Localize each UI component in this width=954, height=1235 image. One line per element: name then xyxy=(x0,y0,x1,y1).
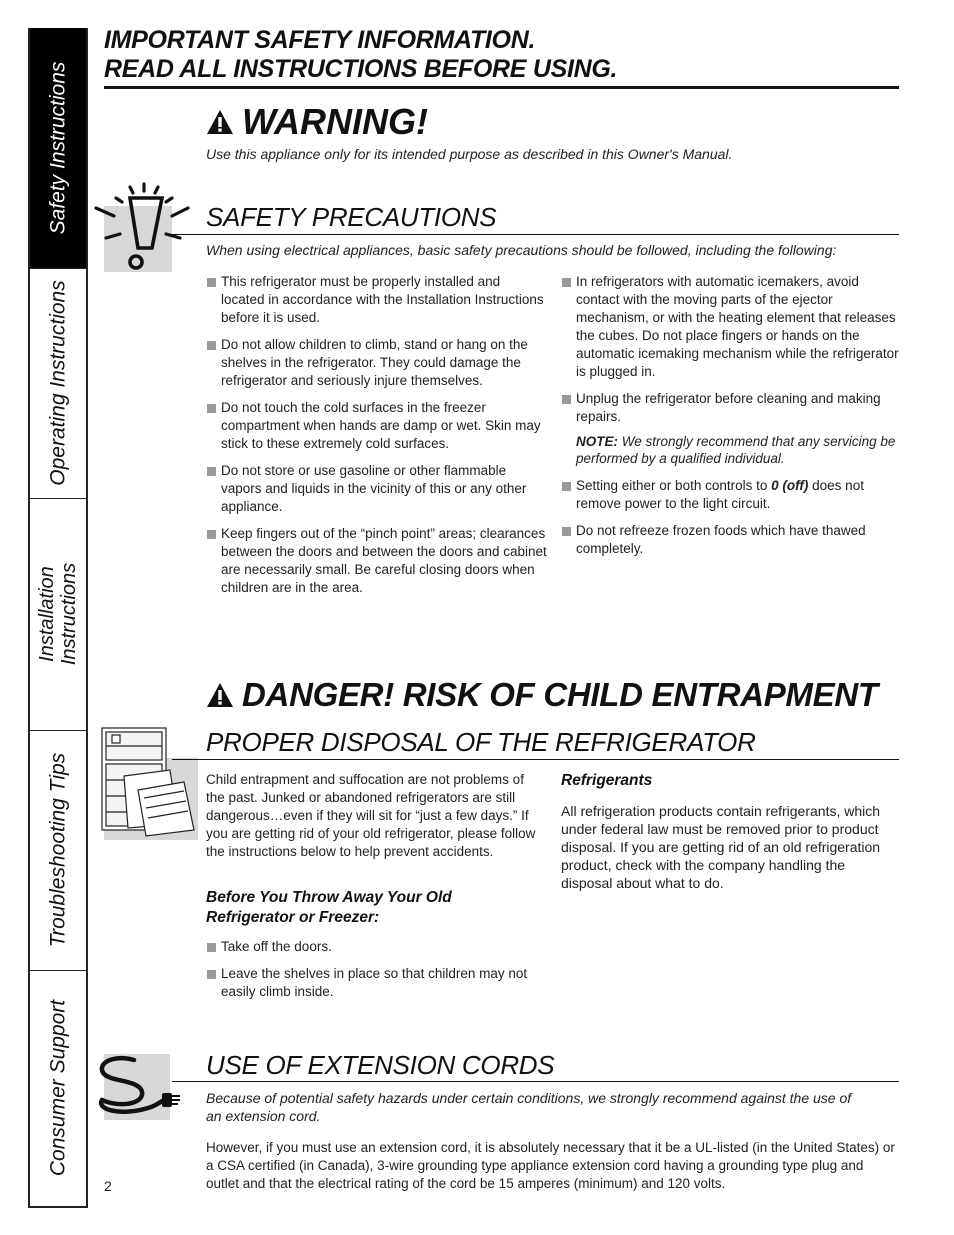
tab-label-line1: Installation xyxy=(36,566,58,662)
page-number: 2 xyxy=(104,1178,112,1194)
header-line-2: READ ALL INSTRUCTIONS BEFORE USING. xyxy=(104,55,618,83)
tab-installation-instructions[interactable] xyxy=(30,498,86,731)
tab-label: Safety Instructions xyxy=(46,61,70,235)
tab-troubleshooting-tips[interactable] xyxy=(30,730,86,971)
bullet xyxy=(562,482,571,491)
tab-label: Troubleshooting Tips xyxy=(46,752,70,948)
warning-heading xyxy=(206,100,428,144)
section-sidebar xyxy=(28,28,88,1208)
bullet xyxy=(207,404,216,413)
list-item xyxy=(562,522,900,558)
safety-precautions-title: SAFETY PRECAUTIONS xyxy=(206,202,497,232)
list-item xyxy=(207,273,547,327)
list-item-text: Leave the shelves in place so that children may not easily climb inside. xyxy=(221,966,528,999)
safety-precautions-intro: When using electrical appliances, basic safety precautions should be followed, including the following: xyxy=(206,242,837,258)
extension-intro: Because of potential safety hazards under certain conditions, we strongly recommend against the use of an extension cord. xyxy=(206,1090,852,1124)
before-title-line2: Refrigerator or Freezer: xyxy=(206,909,380,926)
disposal-title: PROPER DISPOSAL OF THE REFRIGERATOR xyxy=(206,727,756,757)
bullet xyxy=(207,278,216,287)
list-item-text: does not remove power to the light circuit. xyxy=(576,478,864,511)
warning-triangle-icon xyxy=(206,681,234,709)
list-item xyxy=(562,390,900,426)
section-divider xyxy=(172,759,899,760)
list-item xyxy=(207,399,547,453)
list-item xyxy=(207,938,547,956)
refrigerants-body: All refrigeration products contain refrigerants, which under federal law must be removed prior to product disposal. If you are getting rid of an old refrigeration product, check with the company handling the disposal about what to do. xyxy=(561,803,881,891)
list-item-text: Unplug the refrigerator before cleaning and making repairs. xyxy=(576,391,881,424)
list-item-text: Do not refreeze frozen foods which have thawed completely. xyxy=(576,523,866,556)
tab-safety-instructions[interactable] xyxy=(30,28,86,269)
servicing-note xyxy=(562,433,900,467)
safety-list-right xyxy=(562,273,900,567)
refrigerants-title: Refrigerants xyxy=(561,772,653,789)
note-label: NOTE: xyxy=(576,434,618,449)
disposal-body: Child entrapment and suffocation are not problems of the past. Junked or abandoned refrigerators are still dangerous…even if they will sit for “just a few days.” If you are getting rid of your old refrigerator, please follow the instructions below to help prevent accidents. xyxy=(206,772,536,859)
bullet xyxy=(207,970,216,979)
bullet xyxy=(207,467,216,476)
list-item xyxy=(207,965,547,1001)
bullet xyxy=(562,395,571,404)
tab-consumer-support[interactable] xyxy=(30,970,86,1206)
power-cord-plug-icon xyxy=(92,1050,184,1122)
warning-title: WARNING! xyxy=(242,101,428,142)
header-divider xyxy=(104,86,899,89)
refrigerator-icon xyxy=(98,724,200,840)
tab-label xyxy=(36,563,80,665)
before-throw-away-title xyxy=(206,888,546,928)
section-divider xyxy=(172,234,899,235)
safety-list-left xyxy=(207,273,547,606)
note-text: We strongly recommend that any servicing be performed by a qualified individual. xyxy=(576,434,896,466)
list-item-text: Keep fingers out of the “pinch point” areas; clearances between the doors and between the doors and cabinet are necessarily small. Be careful closing doors when children are in the area. xyxy=(221,526,547,595)
list-item xyxy=(562,273,900,381)
header-line-1: IMPORTANT SAFETY INFORMATION. xyxy=(104,26,536,54)
extension-body: However, if you must use an extension cord, it is absolutely necessary that it be a UL-listed (in the United States) or a CSA certified (in Canada), 3-wire grounding type appliance extension cord having a grounding type plug and outlet and that the electrical rating of the cord be 15 amperes (minimum) and 120 volts. xyxy=(206,1140,895,1191)
bullet xyxy=(207,943,216,952)
section-divider xyxy=(172,1081,899,1082)
danger-heading xyxy=(206,674,878,716)
tab-label: Operating Instructions xyxy=(46,280,70,486)
list-item-text: Do not allow children to climb, stand or hang on the shelves in the refrigerator. They could damage the refrigerator and seriously injure themselves. xyxy=(221,337,528,388)
tab-operating-instructions[interactable] xyxy=(30,268,86,499)
exclamation-alert-icon xyxy=(92,180,192,276)
tab-label: Consumer Support xyxy=(46,999,70,1177)
list-item-text: Take off the doors. xyxy=(221,939,332,954)
disposal-steps xyxy=(207,938,547,1010)
bullet xyxy=(562,527,571,536)
list-item xyxy=(207,525,547,597)
list-item-text: Do not store or use gasoline or other flammable vapors and liquids in the vicinity of this or any other appliance. xyxy=(221,463,527,514)
danger-title: DANGER! RISK OF CHILD ENTRAPMENT xyxy=(242,676,878,713)
list-item-text: This refrigerator must be properly installed and located in accordance with the Installation Instructions before it is used. xyxy=(221,274,544,325)
extension-cords-title: USE OF EXTENSION CORDS xyxy=(206,1050,555,1080)
list-item xyxy=(207,462,547,516)
control-off-value: 0 (off) xyxy=(771,478,809,493)
page-header xyxy=(104,26,904,84)
before-title-line1: Before You Throw Away Your Old xyxy=(206,889,452,906)
tab-label-line2: Instructions xyxy=(58,562,80,666)
list-item-text: Setting either or both controls to xyxy=(576,478,768,493)
list-item xyxy=(207,336,547,390)
bullet xyxy=(562,278,571,287)
list-item-text: Do not touch the cold surfaces in the freezer compartment when hands are damp or wet. Skin may stick to these extremely cold surfaces. xyxy=(221,400,541,451)
bullet xyxy=(207,341,216,350)
bullet xyxy=(207,530,216,539)
list-item xyxy=(562,477,900,513)
warning-triangle-icon xyxy=(206,108,234,136)
warning-intro: Use this appliance only for its intended purpose as described in this Owner's Manual. xyxy=(206,146,733,162)
list-item-text: In refrigerators with automatic icemakers, avoid contact with the moving parts of the ejector mechanism, or with the heating element that releases the cubes. Do not place fingers or hands on the automatic icemaking mechanism while the refrigerator is plugged in. xyxy=(576,274,899,379)
